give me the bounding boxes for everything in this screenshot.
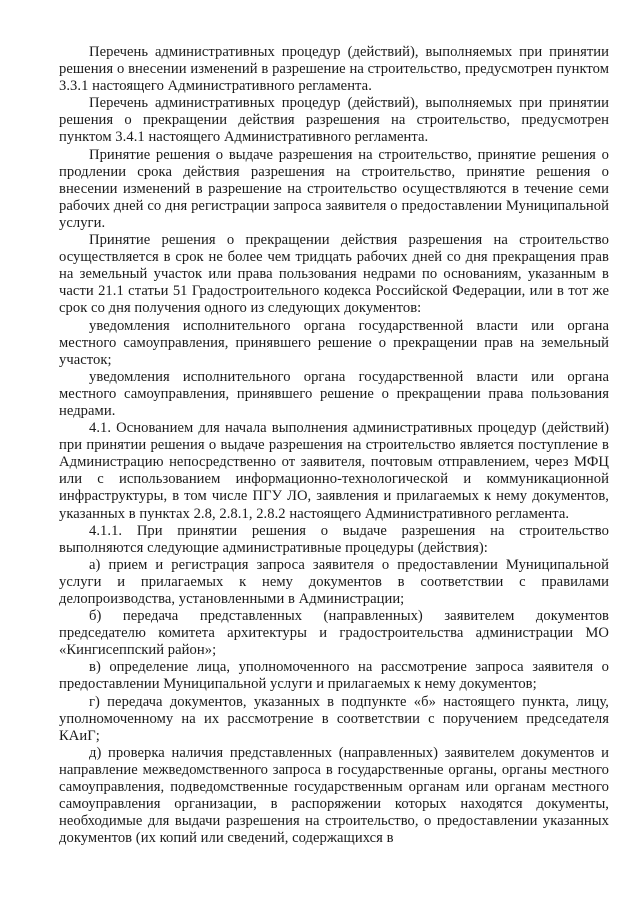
paragraph-notice-subsoil-rights: уведомления исполнительного органа государственной власти или органа местного самоуправления, принявшего решение о прекращении права пользования недрами. [59,368,609,419]
paragraph-procedures-termination: Перечень административных процедур (действий), выполняемых при принятии решения о прекращении действия разрешения на строительство, предусмотрен пунктом 3.4.1 настоящего Административного регламента. [59,95,609,146]
list-item-g: г) передача документов, указанных в подпункте «б» настоящего пункта, лицу, уполномоченному на их рассмотрение в соответствии с поручением председателя КАиГ; [59,693,609,744]
paragraph-section-4-1: 4.1. Основанием для начала выполнения административных процедур (действий) при принятии решения о выдаче разрешения на строительство является поступление в Администрацию непосредственно от заявителя, почтовым отправлением, через МФЦ или с использованием информационно-технологической и коммуникационной инфраструктуры, в том числе ПГУ ЛО, заявления и прилагаемых к нему документов, указанных в пунктах 2.8, 2.8.1, 2.8.2 настоящего Административного регламента. [59,420,609,522]
list-item-b: б) передача представленных (направленных) заявителем документов председателю комитета архитектуры и градостроительства администрации МО «Кингисеппский район»; [59,608,609,659]
paragraph-decision-deadline: Принятие решения о выдаче разрешения на строительство, принятие решения о продлении срока действия разрешения на строительство, принятие решения о внесении изменений в разрешение на строительство осуществляются в течение семи рабочих дней со дня регистрации запроса заявителя о предоставлении Муниципальной услуги. [59,146,609,231]
paragraph-notice-land-rights: уведомления исполнительного органа государственной власти или органа местного самоуправления, принявшего решение о прекращении прав на земельный участок; [59,317,609,368]
paragraph-section-4-1-1: 4.1.1. При принятии решения о выдаче разрешения на строительство выполняются следующие административные процедуры (действия): [59,522,609,556]
list-item-a: а) прием и регистрация запроса заявителя о предоставлении Муниципальной услуги и прилагаемых к нему документов в соответствии с правилами делопроизводства, установленными в Администрации; [59,556,609,607]
list-item-v: в) определение лица, уполномоченного на рассмотрение запроса заявителя о предоставлении Муниципальной услуги и прилагаемых к нему документов; [59,659,609,693]
list-item-d: д) проверка наличия представленных (направленных) заявителем документов и направление межведомственного запроса в государственные органы, органы местного самоуправления, подведомственные государственным органам или органам местного самоуправления организации, в распоряжении которых находятся документы, необходимые для выдачи разрешения на строительство, о предоставлении указанных документов (их копий или сведений, содержащихся в [59,744,609,847]
paragraph-procedures-amendment: Перечень административных процедур (действий), выполняемых при принятии решения о внесении изменений в разрешение на строительство, предусмотрен пунктом 3.3.1 настоящего Административного регламента. [59,44,609,95]
paragraph-termination-deadline: Принятие решения о прекращении действия разрешения на строительство осуществляется в срок не более чем тридцать рабочих дней со дня прекращения прав на земельный участок или права пользования недрами по основаниям, указанным в части 21.1 статьи 51 Градостроительного кодекса Российской Федерации, или в тот же срок со дня получения одного из следующих документов: [59,232,609,317]
